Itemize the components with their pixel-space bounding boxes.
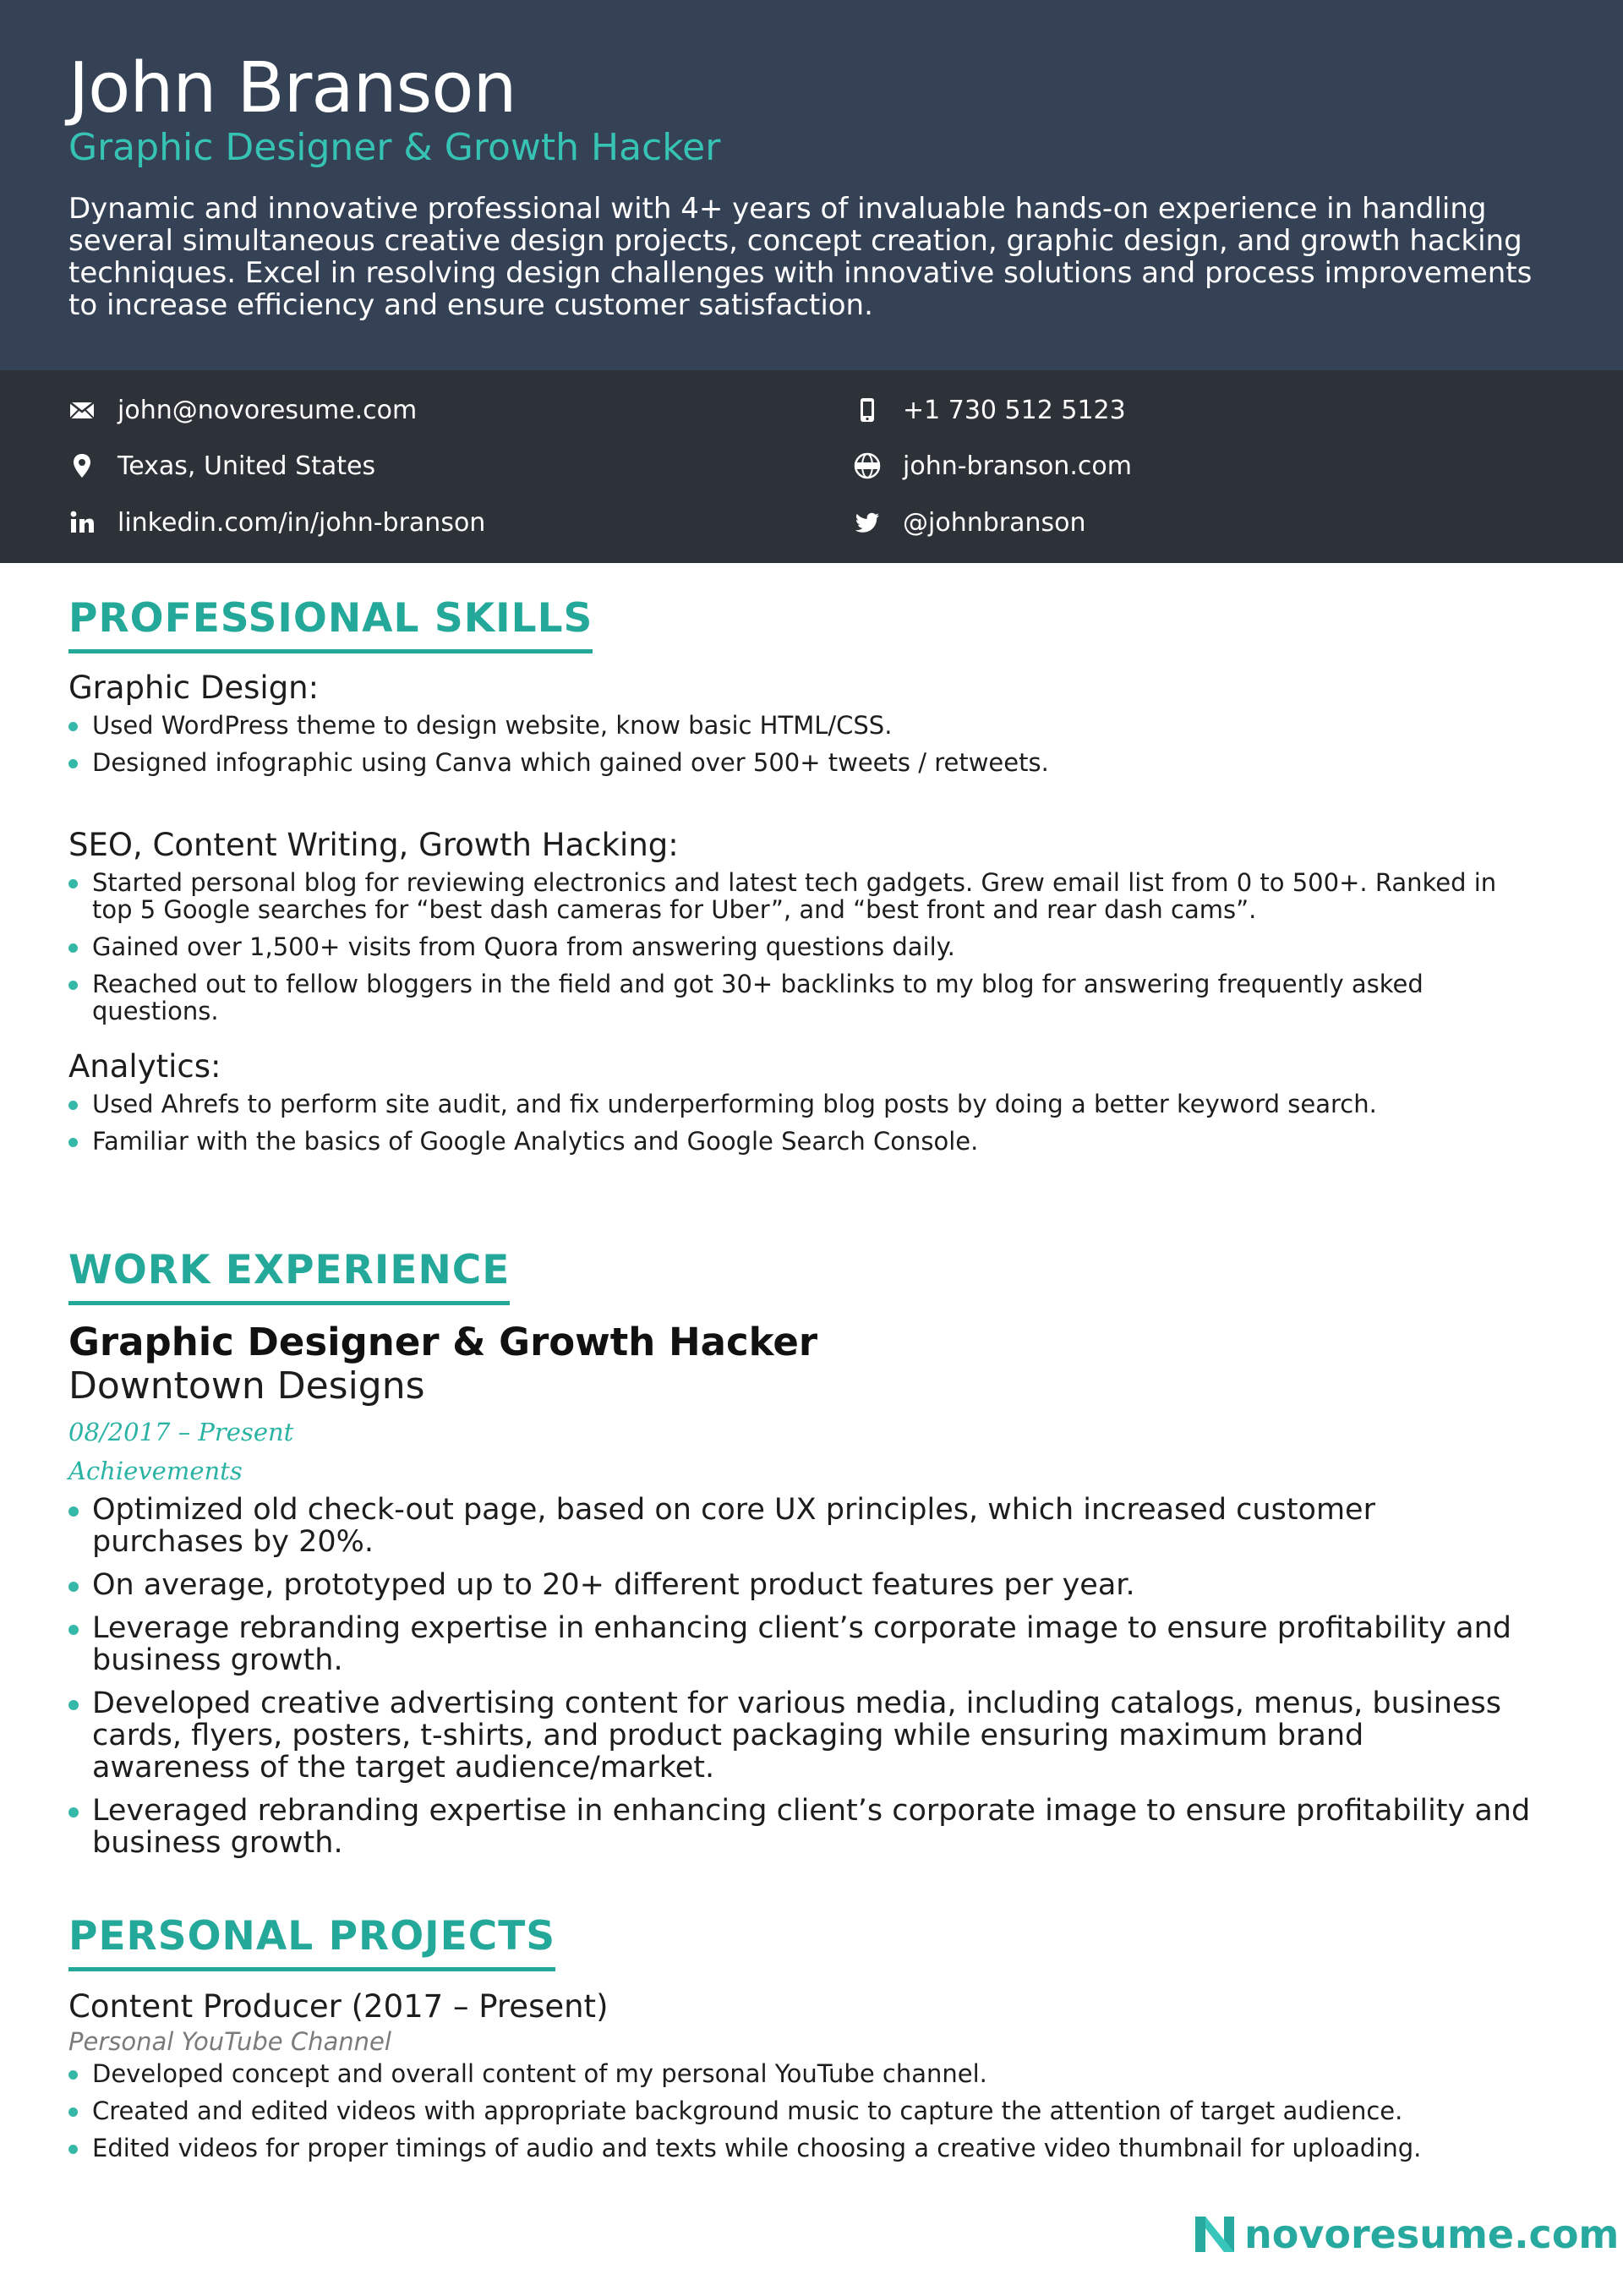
skill-group-title: SEO, Content Writing, Growth Hacking: <box>68 827 679 863</box>
contact-linkedin[interactable] <box>68 506 485 539</box>
list-item: Reached out to fellow bloggers in the field and got 30+ backlinks to my blog for answering frequently asked questions. <box>68 970 1522 1025</box>
list-item: Edited videos for proper timings of audio and texts while choosing a creative video thumbnail for uploading. <box>68 2135 1539 2162</box>
projects-section-title: PERSONAL PROJECTS <box>68 1915 555 1971</box>
achievements-label: Achievements <box>68 1457 243 1485</box>
list-item: Used Ahrefs to perform site audit, and fix underperforming blog posts by doing a better keyword search. <box>68 1091 1539 1118</box>
job-dates: 08/2017 – Present <box>68 1418 294 1446</box>
list-item: Started personal blog for reviewing electronics and latest tech gadgets. Grew email list from 0 to 500+. Ranked in top 5 Google searches for “best dash cameras for Uber”, and “best front and rear dash cams”. <box>68 869 1522 923</box>
candidate-name: John Branson <box>68 48 516 128</box>
list-item: Created and edited videos with appropriate background music to capture the attention of target audience. <box>68 2097 1539 2124</box>
globe-www-icon <box>854 452 881 479</box>
skill-group-list <box>68 712 1539 786</box>
novoresume-n-icon <box>1192 2211 1238 2257</box>
work-section-title: WORK EXPERIENCE <box>68 1249 510 1305</box>
resume-header <box>0 0 1623 370</box>
list-item: Leveraged rebranding expertise in enhancing client’s corporate image to ensure profitability and business growth. <box>68 1795 1531 1859</box>
location-text: Texas, United States <box>117 451 376 481</box>
list-item: Optimized old check-out page, based on core UX principles, which increased customer purchases by 20%. <box>68 1494 1531 1558</box>
contact-twitter[interactable] <box>854 506 1086 539</box>
phone-text: +1 730 512 5123 <box>903 395 1126 425</box>
map-pin-icon <box>68 452 96 479</box>
twitter-text: @johnbranson <box>903 507 1086 538</box>
achievements-list <box>68 1494 1531 1870</box>
list-item: On average, prototyped up to 20+ different product features per year. <box>68 1569 1531 1601</box>
company-name: Downtown Designs <box>68 1364 425 1408</box>
skills-section-title: PROFESSIONAL SKILLS <box>68 597 593 653</box>
contact-website[interactable] <box>854 449 1132 483</box>
list-item: Used WordPress theme to design website, know basic HTML/CSS. <box>68 712 1539 739</box>
envelope-icon <box>68 396 96 424</box>
list-item: Developed concept and overall content of my personal YouTube channel. <box>68 2060 1539 2087</box>
linkedin-text: linkedin.com/in/john-branson <box>117 507 486 538</box>
twitter-icon <box>854 509 881 536</box>
job-title: Graphic Designer & Growth Hacker <box>68 1320 818 1364</box>
website-text: john-branson.com <box>903 451 1132 481</box>
project-subtitle: Personal YouTube Channel <box>68 2027 391 2056</box>
project-title: Content Producer (2017 – Present) <box>68 1988 609 2025</box>
linkedin-icon <box>68 509 96 536</box>
contact-location <box>68 449 375 483</box>
brand-text: novoresume.com <box>1244 2211 1620 2257</box>
summary-text: Dynamic and innovative professional with 4+ years of invaluable hands-on experience in handling several simultaneous creative design projects, concept creation, graphic design, and growth hacking techniques. Excel in resolving design challenges with innovative solutions and process improvements to increase efficiency and ensure customer satisfaction. <box>68 192 1533 322</box>
candidate-role: Graphic Designer & Growth Hacker <box>68 126 721 169</box>
skill-group-list <box>68 1091 1539 1165</box>
skill-group-title: Analytics: <box>68 1048 221 1085</box>
list-item: Gained over 1,500+ visits from Quora from answering questions daily. <box>68 933 1522 960</box>
list-item: Familiar with the basics of Google Analytics and Google Search Console. <box>68 1128 1539 1155</box>
list-item: Leverage rebranding expertise in enhancing client’s corporate image to ensure profitability and business growth. <box>68 1612 1531 1676</box>
project-list <box>68 2060 1539 2172</box>
email-text: john@novoresume.com <box>117 395 418 425</box>
novoresume-logo[interactable] <box>1192 2211 1619 2258</box>
contact-phone[interactable] <box>854 393 1126 427</box>
contact-email[interactable] <box>68 393 417 427</box>
skill-group-list <box>68 869 1522 1035</box>
list-item: Developed creative advertising content for various media, including catalogs, menus, business cards, flyers, posters, t-shirts, and product packaging while ensuring maximum brand awareness of the target audience/market. <box>68 1687 1531 1784</box>
phone-icon <box>854 396 881 424</box>
skill-group-title: Graphic Design: <box>68 670 320 706</box>
list-item: Designed infographic using Canva which gained over 500+ tweets / retweets. <box>68 749 1539 776</box>
